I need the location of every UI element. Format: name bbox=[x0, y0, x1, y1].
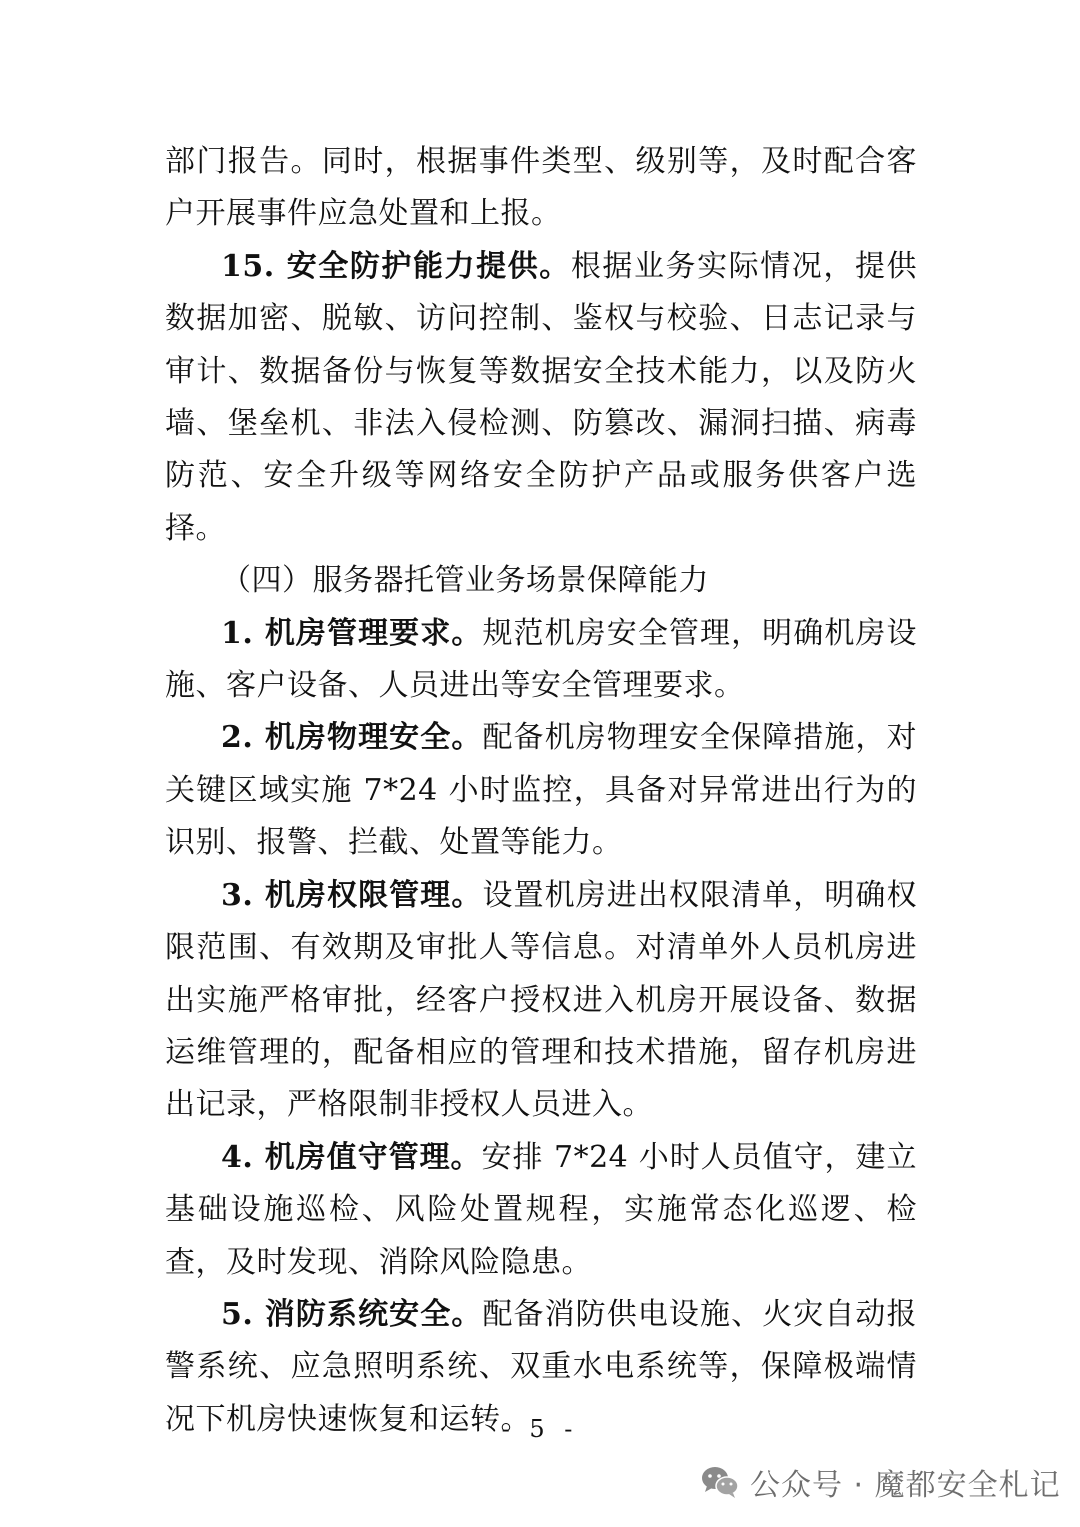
item-heading: 2. 机房物理安全。 bbox=[221, 720, 483, 756]
item-heading: 5. 消防系统安全。 bbox=[221, 1296, 483, 1332]
paragraph-item-4 bbox=[165, 1132, 917, 1289]
paragraph-text: 配备机房物理安全保障措施，对关键区域实施 7*24 小时监控，具备对异常进出行为的识别、报警、拦截、处置等能力。 bbox=[165, 720, 918, 861]
paragraph-item-2 bbox=[165, 712, 917, 869]
page-number: - 5 - bbox=[501, 1415, 579, 1443]
paragraph-item-1 bbox=[165, 608, 917, 713]
paragraph-text: 设置机房进出权限清单，明确权限范围、有效期及审批人等信息。对清单外人员机房进出实施严格审批，经客户授权进入机房开展设备、数据运维管理的，配备相应的管理和技术措施，留存机房进出记录，严格限制非授权人员进入。 bbox=[165, 877, 918, 1123]
paragraph-text: 部门报告。同时，根据事件类型、级别等，及时配合客户开展事件应急处置和上报。 bbox=[165, 144, 917, 232]
paragraph-text: 配备消防供电设施、火灾自动报警系统、应急照明系统、双重水电系统等，保障极端情况下机房快速恢复和运转。 bbox=[165, 1296, 918, 1437]
paragraph-item-15 bbox=[165, 241, 917, 555]
item-heading: 4. 机房值守管理。 bbox=[221, 1139, 482, 1175]
item-heading: 3. 机房权限管理。 bbox=[221, 877, 483, 913]
wechat-icon bbox=[700, 1464, 740, 1500]
document-body bbox=[165, 136, 917, 1446]
paragraph-continuation bbox=[165, 136, 917, 241]
paragraph-text: 根据业务实际情况，提供数据加密、脱敏、访问控制、鉴权与校验、日志记录与审计、数据备份与恢复等数据安全技术能力，以及防火墙、堡垒机、非法入侵检测、防篡改、漏洞扫描、病毒防范、安全升级等网络安全防护产品或服务供客户选择。 bbox=[165, 248, 918, 546]
section-heading-4: （四）服务器托管业务场景保障能力 bbox=[221, 563, 709, 599]
watermark bbox=[700, 1454, 1061, 1510]
watermark-text: 公众号 · 魔都安全札记 bbox=[750, 1468, 1061, 1503]
paragraph-text: 安排 7*24 小时人员值守，建立基础设施巡检、风险处置规程，实施常态化巡逻、检查，及时发现、消除风险隐患。 bbox=[165, 1139, 917, 1280]
paragraph-item-3 bbox=[165, 870, 917, 1132]
paragraph-text: 规范机房安全管理，明确机房设施、客户设备、人员进出等安全管理要求。 bbox=[165, 615, 918, 704]
item-heading: 15. 安全防护能力提供。 bbox=[221, 248, 571, 284]
item-heading: 1. 机房管理要求。 bbox=[221, 615, 483, 651]
